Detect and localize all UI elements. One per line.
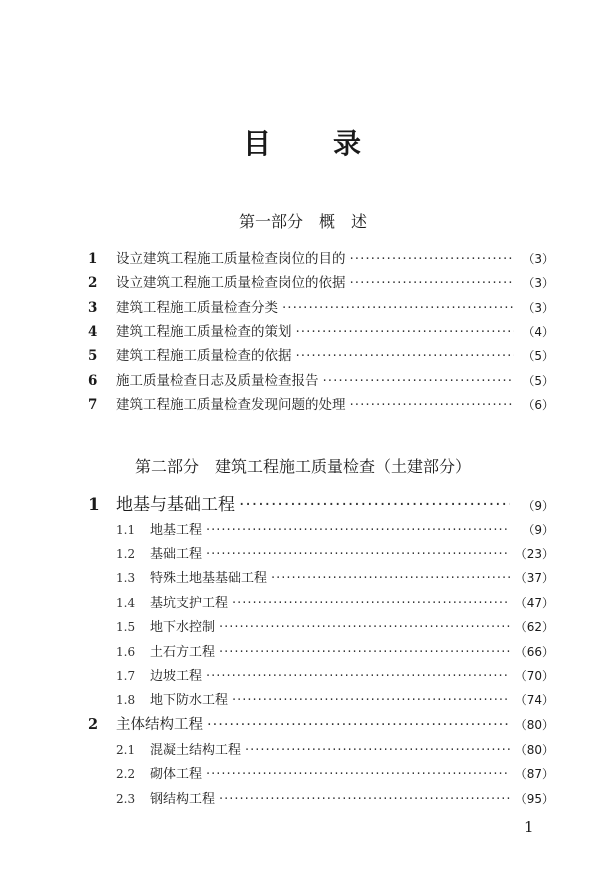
section-number: 1.8 xyxy=(116,693,136,707)
section-page: （95） xyxy=(514,792,554,806)
toc-entry-4[interactable] xyxy=(88,320,554,340)
toc-section-1-8[interactable] xyxy=(116,689,554,708)
section-page: （23） xyxy=(514,547,554,561)
leader-dots xyxy=(206,767,510,782)
entry-title: 建筑工程施工质量检查的策划 xyxy=(116,324,292,340)
section-number: 1.7 xyxy=(116,669,136,683)
toc-entry-7[interactable] xyxy=(88,393,554,413)
section-number: 1.2 xyxy=(116,547,136,561)
page-number: 1 xyxy=(524,818,534,836)
leader-dots xyxy=(219,645,510,660)
section-page: （37） xyxy=(514,571,554,585)
entry-number: 5 xyxy=(88,348,98,364)
chapter-number: 2 xyxy=(88,716,99,733)
toc-entry-6[interactable] xyxy=(88,369,554,389)
toc-entry-5[interactable] xyxy=(88,344,554,364)
section-number: 1.5 xyxy=(116,620,136,634)
section-title: 基坑支护工程 xyxy=(150,596,229,611)
toc-chapter-2[interactable] xyxy=(88,713,554,734)
entry-title: 建筑工程施工质量检查分类 xyxy=(116,300,278,316)
entry-title: 建筑工程施工质量检查的依据 xyxy=(116,348,292,364)
toc-section-2-3[interactable] xyxy=(116,788,554,807)
leader-dots xyxy=(350,275,515,291)
toc-section-1-5[interactable] xyxy=(116,616,554,635)
section-page: （62） xyxy=(514,620,554,634)
toc-entry-3[interactable] xyxy=(88,296,554,316)
toc-section-2-2[interactable] xyxy=(116,763,554,782)
section-page: （70） xyxy=(514,669,554,683)
section-title: 地基工程 xyxy=(150,523,203,538)
entry-number: 7 xyxy=(88,397,98,413)
toc-section-1-6[interactable] xyxy=(116,641,554,660)
section-title: 边坡工程 xyxy=(150,669,203,684)
leader-dots xyxy=(207,717,510,733)
entry-number: 2 xyxy=(88,275,98,291)
leader-dots xyxy=(350,397,515,413)
entry-page: （6） xyxy=(522,398,554,412)
leader-dots xyxy=(206,547,510,562)
section-page: （9） xyxy=(522,523,554,537)
toc-section-1-7[interactable] xyxy=(116,665,554,684)
entry-page: （5） xyxy=(522,374,554,388)
entry-title: 设立建筑工程施工质量检查岗位的依据 xyxy=(116,275,346,291)
leader-dots xyxy=(350,251,515,267)
leader-dots xyxy=(323,373,515,389)
section-number: 1.4 xyxy=(116,596,136,610)
section-number: 1.3 xyxy=(116,571,136,585)
section-title: 特殊土地基基础工程 xyxy=(150,571,268,586)
page-title xyxy=(0,122,606,162)
section-number: 2.1 xyxy=(116,743,136,757)
leader-dots xyxy=(219,620,510,635)
leader-dots xyxy=(245,743,510,758)
section-number: 2.3 xyxy=(116,792,136,806)
leader-dots xyxy=(296,324,515,340)
entry-number: 6 xyxy=(88,373,98,389)
leader-dots xyxy=(206,669,510,684)
part2-label: 第二部分 xyxy=(134,457,199,476)
chapter-number: 1 xyxy=(88,495,100,515)
toc-section-1-2[interactable] xyxy=(116,543,554,562)
section-number: 1.1 xyxy=(116,523,136,537)
section-page: （66） xyxy=(514,645,554,659)
leader-dots xyxy=(232,596,510,611)
part1-heading xyxy=(0,209,606,232)
toc-entry-1[interactable] xyxy=(88,247,554,267)
entry-title: 设立建筑工程施工质量检查岗位的目的 xyxy=(116,251,346,267)
toc-entry-2[interactable] xyxy=(88,271,554,291)
toc-section-2-1[interactable] xyxy=(116,739,554,758)
entry-title: 建筑工程施工质量检查发现问题的处理 xyxy=(116,397,346,413)
entry-page: （4） xyxy=(522,325,554,339)
section-number: 1.6 xyxy=(116,645,136,659)
leader-dots xyxy=(271,571,510,586)
part2-name: 建筑工程施工质量检查（土建部分） xyxy=(215,457,472,476)
entry-page: （3） xyxy=(522,252,554,266)
leader-dots xyxy=(219,792,510,807)
entry-title: 施工质量检查日志及质量检查报告 xyxy=(116,373,319,389)
title-char-2: 录 xyxy=(333,127,364,160)
chapter-page: （9） xyxy=(522,499,554,513)
section-page: （80） xyxy=(514,743,554,757)
leader-dots xyxy=(239,495,510,515)
section-page: （74） xyxy=(514,693,554,707)
part1-label: 第一部分 xyxy=(238,212,303,231)
entry-page: （3） xyxy=(522,301,554,315)
section-title: 基础工程 xyxy=(150,547,203,562)
entry-number: 4 xyxy=(88,324,98,340)
section-title: 砌体工程 xyxy=(150,767,203,782)
entry-number: 1 xyxy=(88,251,98,267)
section-page: （47） xyxy=(514,596,554,610)
toc-section-1-1[interactable] xyxy=(116,519,554,538)
toc-chapter-1[interactable] xyxy=(88,490,554,515)
chapter-page: （80） xyxy=(514,718,554,732)
section-page: （87） xyxy=(514,767,554,781)
section-title: 混凝土结构工程 xyxy=(150,743,242,758)
leader-dots xyxy=(296,348,515,364)
section-title: 土石方工程 xyxy=(150,645,216,660)
entry-number: 3 xyxy=(88,300,98,316)
section-number: 2.2 xyxy=(116,767,136,781)
part2-heading xyxy=(0,454,606,477)
leader-dots xyxy=(232,693,510,708)
entry-page: （3） xyxy=(522,276,554,290)
entry-page: （5） xyxy=(522,349,554,363)
section-title: 钢结构工程 xyxy=(150,792,216,807)
title-char-1: 目 xyxy=(242,127,273,160)
chapter-title: 主体结构工程 xyxy=(116,717,203,733)
toc-section-1-3[interactable] xyxy=(116,567,554,586)
part1-name: 概 述 xyxy=(319,212,368,231)
section-title: 地下水控制 xyxy=(150,620,216,635)
leader-dots xyxy=(206,523,510,538)
leader-dots xyxy=(282,300,514,316)
chapter-title: 地基与基础工程 xyxy=(116,495,235,515)
section-title: 地下防水工程 xyxy=(150,693,229,708)
toc-section-1-4[interactable] xyxy=(116,592,554,611)
